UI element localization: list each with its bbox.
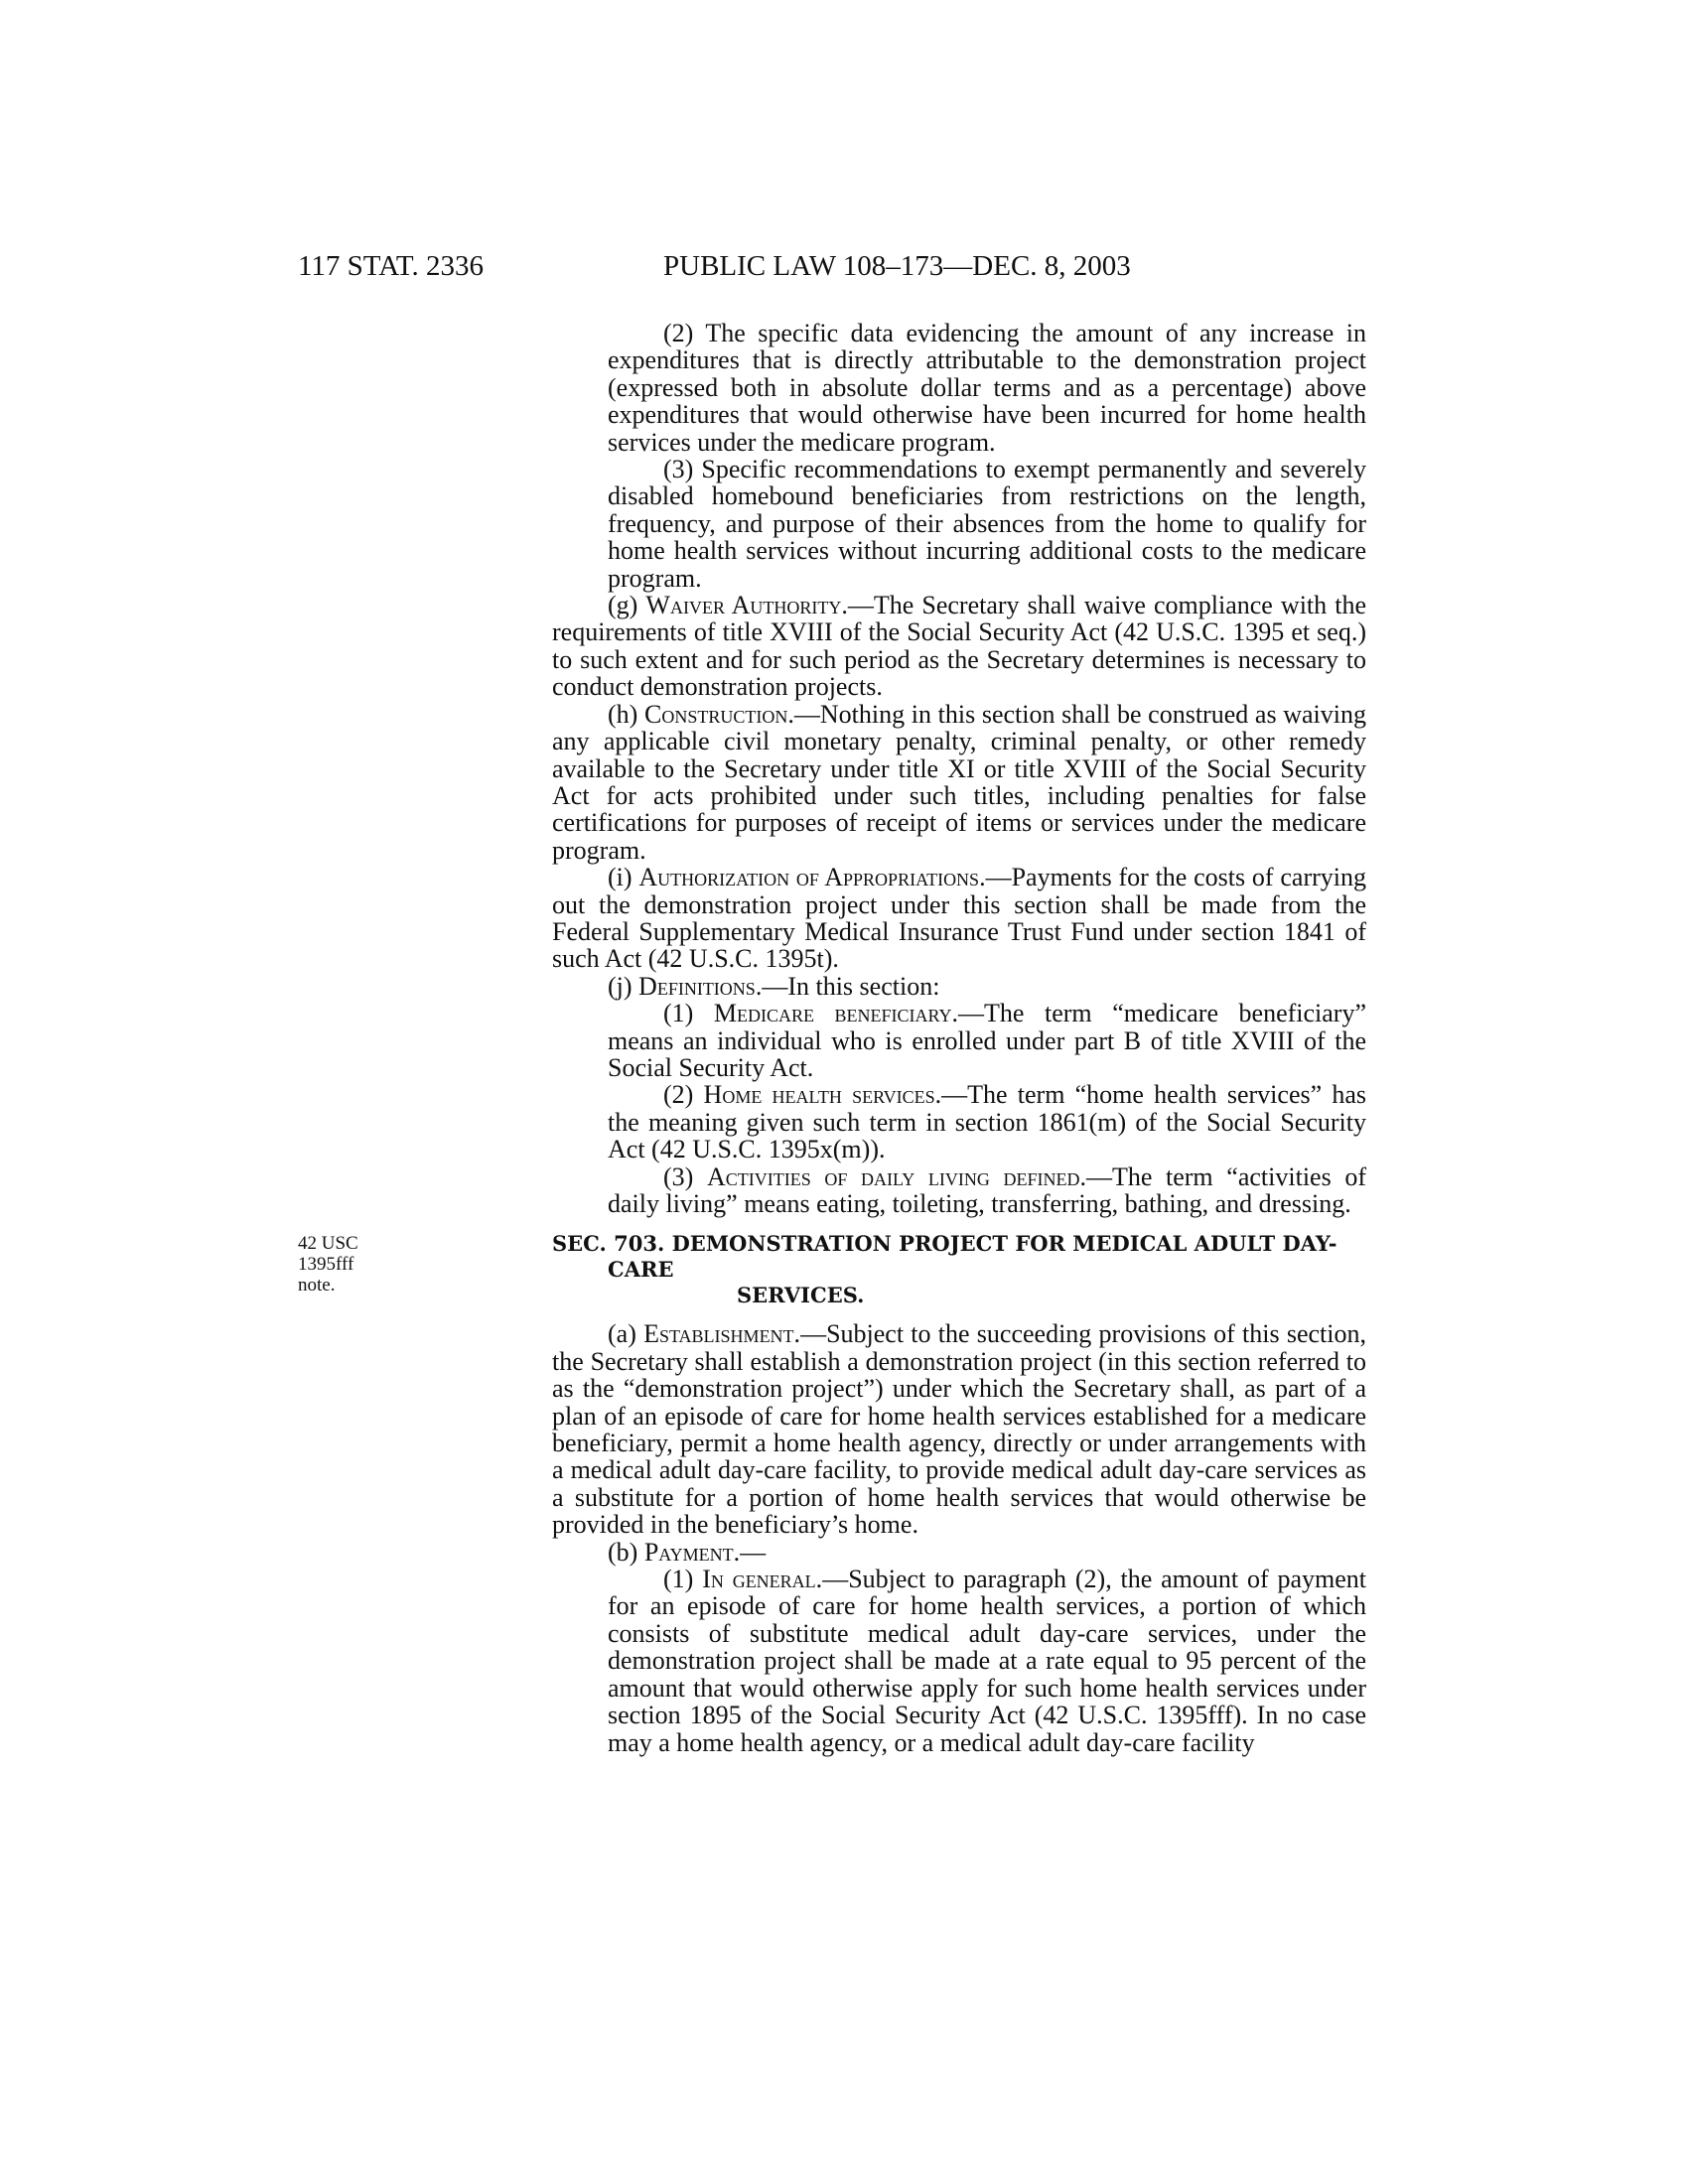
subsection-heading: Waiver Authority. [645,591,848,620]
paragraph-j1: (1) Medicare beneficiary.—The term “medicare beneficiary” means an individual who is enrolled under part B of title XVIII of the Social Security Act. [608,999,1367,1082]
subsection-i: (i) Authorization of Appropriations.—Payments for the costs of carrying out the demonstration project under this section shall be made from the Federal Supplementary Medical Insurance Trust Fund under section 1841 of such Act (42 U.S.C. 1395t). [552,863,1366,974]
stat-page-number: 117 STAT. 2336 [298,250,484,282]
paragraph-j3: (3) Activities of daily living defined.—The term “activities of daily living” means eating, toileting, transferring, bathing, and dressing. [608,1161,1366,1218]
subsection-heading: Construction. [644,699,794,729]
margin-note: 42 USC 1395fff note. [298,1233,358,1297]
subsection-heading: Establishment. [643,1319,801,1349]
paragraph-heading: Activities of daily living defined. [706,1161,1086,1191]
paragraph-heading: Home health services. [703,1080,942,1110]
paragraph-f3: (3) Specific recommendations to exempt permanently and severely disabled homebound beneficiaries from restrictions on the length, frequency, and purpose of their absences from the home to qualify for home health services without incurring additional costs to the medicare program. [608,455,1366,593]
subsection-heading: Payment. [643,1537,741,1567]
subsection-heading: Authorization of Appropriations. [638,863,986,892]
paragraph-j2: (2) Home health services.—The term “home health services” has the meaning given such term in section 1861(m) of the Social Security Act (42 U.S.C. 1395x(m)). [608,1080,1367,1164]
section-703-header [298,1231,1366,1308]
subsection-h: (h) Construction.—Nothing in this section shall be construed as waiving any applicable civil monetary penalty, criminal penalty, or other remedy available to the Secretary under title XI or title XVIII of the Social Security Act for acts prohibited under such titles, including penalties for false certifications for purposes of receipt of items or services under the medicare program. [552,699,1366,865]
public-law-title: PUBLIC LAW 108–173—DEC. 8, 2003 [663,250,1131,282]
paragraph-heading: Medicare beneficiary. [713,999,959,1028]
statute-body [298,319,1367,1757]
subsection-heading: Definitions. [638,971,763,1001]
subsection-j: (j) Definitions.—In this section: [608,971,940,1001]
subsection-a: (a) Establishment.—Subject to the succeeding provisions of this section, the Secretary shall establish a demonstration project (in this section referred to as the “demonstration project”) under which the Secretary shall, as part of a plan of an episode of care for home health services established for a medicare beneficiary, permit a home health agency, directly or under arrangements with a medical adult day-care facility, to provide medical adult day-care services as a substitute for a portion of home health services that would otherwise be provided in the beneficiary’s home. [552,1319,1366,1540]
paragraph-heading: In general. [702,1565,823,1594]
subsection-g: (g) Waiver Authority.—The Secretary shall waive compliance with the requirements of title XVIII of the Social Security Act (42 U.S.C. 1395 et seq.) to such extent and for such period as the Secretary determines is necessary to conduct demonstration projects. [552,591,1366,702]
running-header [0,250,1688,290]
section-heading: SEC. 703. DEMONSTRATION PROJECT FOR MEDICAL ADULT DAY-CARE SERVICES. [552,1231,1337,1308]
subsection-b: (b) Payment.— [608,1537,767,1567]
paragraph-f2: (2) The specific data evidencing the amount of any increase in expenditures that is directly attributable to the demonstration project (expressed both in absolute dollar terms and as a percentage) above expenditures that would otherwise have been incurred for home health services under the medicare program. [608,319,1366,457]
paragraph-b1: (1) In general.—Subject to paragraph (2), the amount of payment for an episode of care for home health services, a portion of which consists of substitute medical adult day-care services, under the demonstration project shall be made at a rate equal to 95 percent of the amount that would otherwise apply for such home health services under section 1895 of the Social Security Act (42 U.S.C. 1395fff). In no case may a home health agency, or a medical adult day-care facility [608,1565,1367,1757]
